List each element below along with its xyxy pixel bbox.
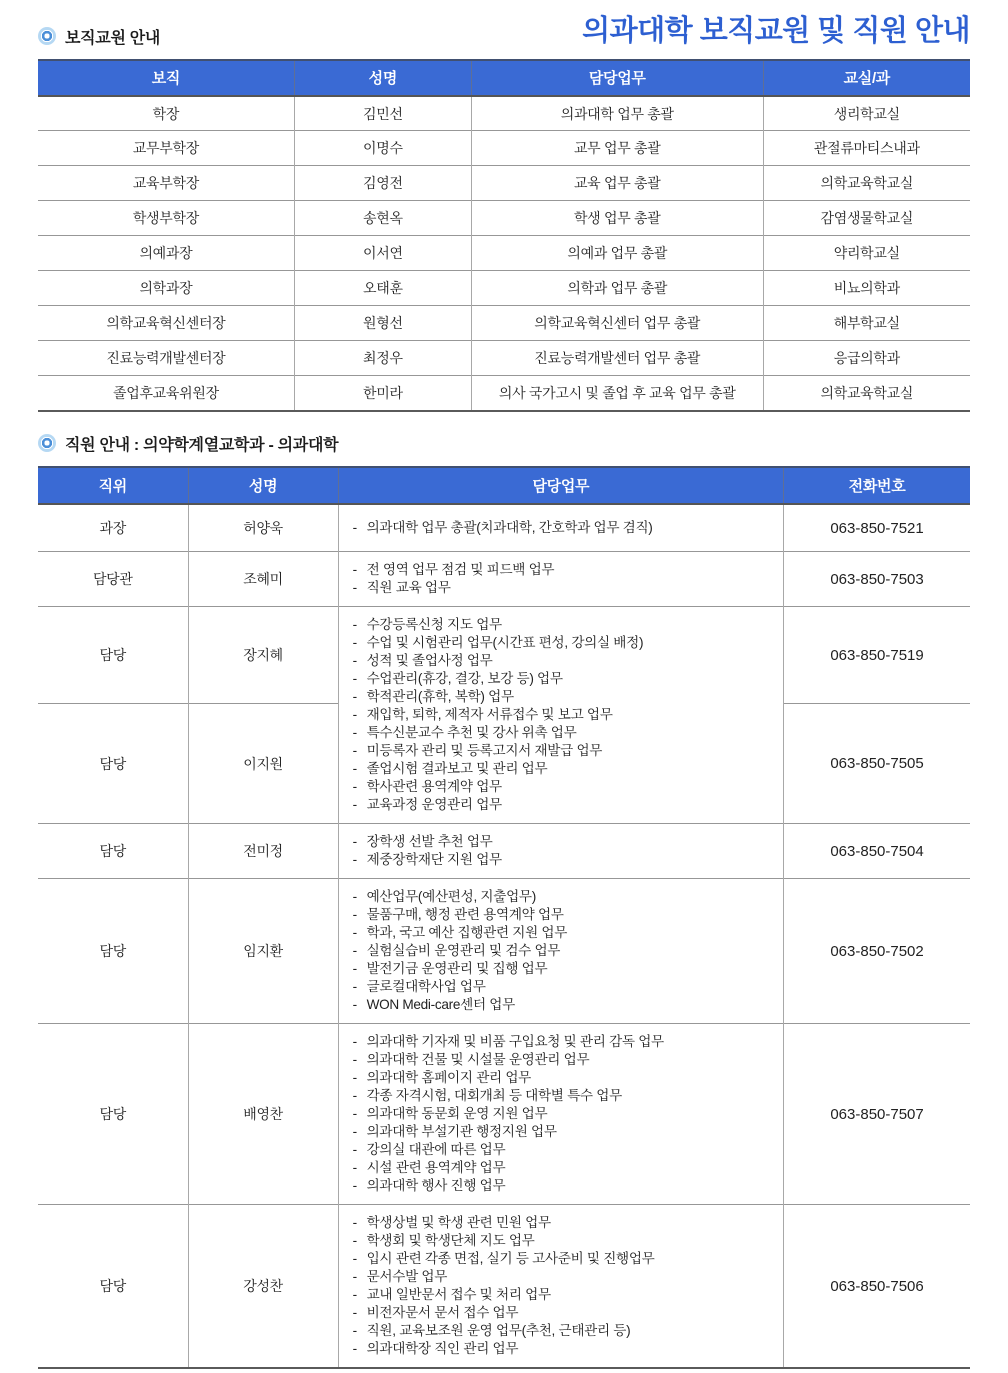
duty-cell: 의사 국가고시 및 졸업 후 교육 업무 총괄 (471, 376, 763, 411)
duty-cell: 교육 업무 총괄 (471, 166, 763, 201)
table-row (38, 607, 970, 704)
task-item: - 학적관리(휴학, 복학) 업무 (353, 688, 773, 706)
duty-cell (338, 1205, 783, 1369)
staff-header-row (38, 467, 970, 504)
task-item: - 학생회 및 학생단체 지도 업무 (353, 1232, 773, 1250)
position-cell: 담당 (38, 879, 188, 1024)
position-cell: 의예과장 (38, 236, 294, 271)
task-item: - WON Medi-care센터 업무 (353, 996, 773, 1014)
task-item: - 전 영역 업무 점검 및 피드백 업무 (353, 561, 773, 579)
duty-cell: 진료능력개발센터 업무 총괄 (471, 341, 763, 376)
staff-table (38, 466, 970, 1370)
task-item: - 문서수발 업무 (353, 1268, 773, 1286)
duty-cell: 의학교육혁신센터 업무 총괄 (471, 306, 763, 341)
position-cell: 의학교육혁신센터장 (38, 306, 294, 341)
table-row (38, 1205, 970, 1369)
column-header-phone: 전화번호 (784, 467, 970, 504)
table-row (38, 341, 970, 376)
name-cell: 이서연 (294, 236, 471, 271)
duty-cell: 학생 업무 총괄 (471, 201, 763, 236)
position-cell: 담당 (38, 1024, 188, 1205)
task-item: - 교내 일반문서 접수 및 처리 업무 (353, 1286, 773, 1304)
phone-cell: 063-850-7507 (784, 1024, 970, 1205)
table-row (38, 236, 970, 271)
phone-cell: 063-850-7504 (784, 824, 970, 879)
task-item: - 직원, 교육보조원 운영 업무(추천, 근태관리 등) (353, 1322, 773, 1340)
task-item: - 강의실 대관에 따른 업무 (353, 1141, 773, 1159)
task-item: - 성적 및 졸업사정 업무 (353, 652, 773, 670)
task-item: - 학생상벌 및 학생 관련 민원 업무 (353, 1214, 773, 1232)
task-item: - 실험실습비 운영관리 및 검수 업무 (353, 942, 773, 960)
merged-duty-cell (338, 607, 783, 824)
task-item: - 의과대학 행사 진행 업무 (353, 1177, 773, 1195)
column-header-name: 성명 (294, 60, 471, 96)
task-item: - 교육과정 운영관리 업무 (353, 796, 773, 814)
task-item: - 특수신분교수 추천 및 강사 위촉 업무 (353, 724, 773, 742)
position-cell: 진료능력개발센터장 (38, 341, 294, 376)
task-item: - 발전기금 운영관리 및 집행 업무 (353, 960, 773, 978)
name-cell: 이명수 (294, 131, 471, 166)
column-header-duty: 담당업무 (338, 467, 783, 504)
column-header-name: 성명 (188, 467, 338, 504)
task-item: - 비전자문서 문서 접수 업무 (353, 1304, 773, 1322)
position-cell: 졸업후교육위원장 (38, 376, 294, 411)
phone-cell: 063-850-7503 (784, 552, 970, 607)
table-row (38, 1024, 970, 1205)
position-cell: 담당 (38, 1205, 188, 1369)
table-row (38, 376, 970, 411)
name-cell: 최정우 (294, 341, 471, 376)
dept-cell: 응급의학과 (763, 341, 970, 376)
table-row (38, 271, 970, 306)
position-cell: 담당 (38, 704, 188, 824)
bullseye-icon (38, 434, 56, 452)
dept-cell: 관절류마티스내과 (763, 131, 970, 166)
phone-cell: 063-850-7502 (784, 879, 970, 1024)
faculty-header-row (38, 60, 970, 96)
table-row (38, 824, 970, 879)
task-item: - 각종 자격시험, 대회개최 등 대학별 특수 업무 (353, 1087, 773, 1105)
duty-cell: 교무 업무 총괄 (471, 131, 763, 166)
position-cell: 학장 (38, 96, 294, 131)
task-item: - 장학생 선발 추천 업무 (353, 833, 773, 851)
task-item: - 수업관리(휴강, 결강, 보강 등) 업무 (353, 670, 773, 688)
bullseye-icon (38, 27, 56, 45)
task-item: - 학사관련 용역계약 업무 (353, 778, 773, 796)
task-item: - 수강등록신청 지도 업무 (353, 616, 773, 634)
position-cell: 교무부학장 (38, 131, 294, 166)
phone-cell: 063-850-7521 (784, 504, 970, 552)
name-cell: 장지혜 (188, 607, 338, 704)
duty-cell (338, 879, 783, 1024)
duty-cell: 의학과 업무 총괄 (471, 271, 763, 306)
task-item: - 수업 및 시험관리 업무(시간표 편성, 강의실 배정) (353, 634, 773, 652)
task-item: - 의과대학 동문회 운영 지원 업무 (353, 1105, 773, 1123)
column-header-duty: 담당업무 (471, 60, 763, 96)
column-header-position: 보직 (38, 60, 294, 96)
task-item: - 물품구매, 행정 관련 용역계약 업무 (353, 906, 773, 924)
position-cell: 학생부학장 (38, 201, 294, 236)
table-row (38, 552, 970, 607)
task-item: - 의과대학 홈페이지 관리 업무 (353, 1069, 773, 1087)
table-row (38, 504, 970, 552)
position-cell: 담당관 (38, 552, 188, 607)
task-item: - 의과대학 건물 및 시설물 운영관리 업무 (353, 1051, 773, 1069)
task-item: - 의과대학 부설기관 행정지원 업무 (353, 1123, 773, 1141)
name-cell: 원형선 (294, 306, 471, 341)
task-item: - 미등록자 관리 및 등록고지서 재발급 업무 (353, 742, 773, 760)
task-item: - 직원 교육 업무 (353, 579, 773, 597)
dept-cell: 의학교육학교실 (763, 166, 970, 201)
task-item: - 글로컬대학사업 업무 (353, 978, 773, 996)
task-item: - 학과, 국고 예산 집행관련 지원 업무 (353, 924, 773, 942)
top-band (38, 16, 970, 48)
phone-cell: 063-850-7505 (784, 704, 970, 824)
position-cell: 담당 (38, 607, 188, 704)
name-cell: 배영찬 (188, 1024, 338, 1205)
table-row (38, 166, 970, 201)
task-item: - 의과대학장 직인 관리 업무 (353, 1340, 773, 1358)
duty-cell (338, 824, 783, 879)
table-row (38, 131, 970, 166)
name-cell: 한미라 (294, 376, 471, 411)
task-item: - 시설 관련 용역계약 업무 (353, 1159, 773, 1177)
page-title: 의과대학 보직교원 및 직원 안내 (582, 15, 970, 47)
dept-cell: 의학교육학교실 (763, 376, 970, 411)
position-cell: 의학과장 (38, 271, 294, 306)
phone-cell: 063-850-7506 (784, 1205, 970, 1369)
dept-cell: 약리학교실 (763, 236, 970, 271)
task-item: - 예산업무(예산편성, 지출업무) (353, 888, 773, 906)
faculty-table (38, 59, 970, 412)
duty-cell (338, 552, 783, 607)
phone-cell: 063-850-7519 (784, 607, 970, 704)
task-item: - 의과대학 업무 총괄(치과대학, 간호학과 업무 겸직) (353, 519, 773, 537)
task-item: - 의과대학 기자재 및 비품 구입요청 및 관리 감독 업무 (353, 1033, 773, 1051)
table-row (38, 879, 970, 1024)
name-cell: 오태훈 (294, 271, 471, 306)
name-cell: 김민선 (294, 96, 471, 131)
duty-cell (338, 504, 783, 552)
column-header-dept: 교실/과 (763, 60, 970, 96)
table-row (38, 96, 970, 131)
table-row (38, 201, 970, 236)
task-item: - 재입학, 퇴학, 제적자 서류접수 및 보고 업무 (353, 706, 773, 724)
task-item: - 졸업시험 결과보고 및 관리 업무 (353, 760, 773, 778)
position-cell: 과장 (38, 504, 188, 552)
duty-cell: 의예과 업무 총괄 (471, 236, 763, 271)
task-item: - 제중장학재단 지원 업무 (353, 851, 773, 869)
table-row (38, 306, 970, 341)
name-cell: 전미정 (188, 824, 338, 879)
name-cell: 임지환 (188, 879, 338, 1024)
name-cell: 허양욱 (188, 504, 338, 552)
name-cell: 조혜미 (188, 552, 338, 607)
dept-cell: 감염생물학교실 (763, 201, 970, 236)
section1-heading-label: 보직교원 안내 (65, 29, 161, 47)
column-header-position: 직위 (38, 467, 188, 504)
section1-heading (38, 25, 160, 48)
name-cell: 이지원 (188, 704, 338, 824)
dept-cell: 생리학교실 (763, 96, 970, 131)
position-cell: 교육부학장 (38, 166, 294, 201)
name-cell: 김영전 (294, 166, 471, 201)
task-item: - 입시 관련 각종 면접, 실기 등 고사준비 및 진행업무 (353, 1250, 773, 1268)
duty-cell (338, 1024, 783, 1205)
dept-cell: 비뇨의학과 (763, 271, 970, 306)
section2-heading (38, 432, 970, 455)
section2-heading-label: 직원 안내 : 의약학계열교학과 - 의과대학 (65, 436, 339, 454)
duty-cell: 의과대학 업무 총괄 (471, 96, 763, 131)
name-cell: 송현옥 (294, 201, 471, 236)
dept-cell: 해부학교실 (763, 306, 970, 341)
position-cell: 담당 (38, 824, 188, 879)
name-cell: 강성찬 (188, 1205, 338, 1369)
